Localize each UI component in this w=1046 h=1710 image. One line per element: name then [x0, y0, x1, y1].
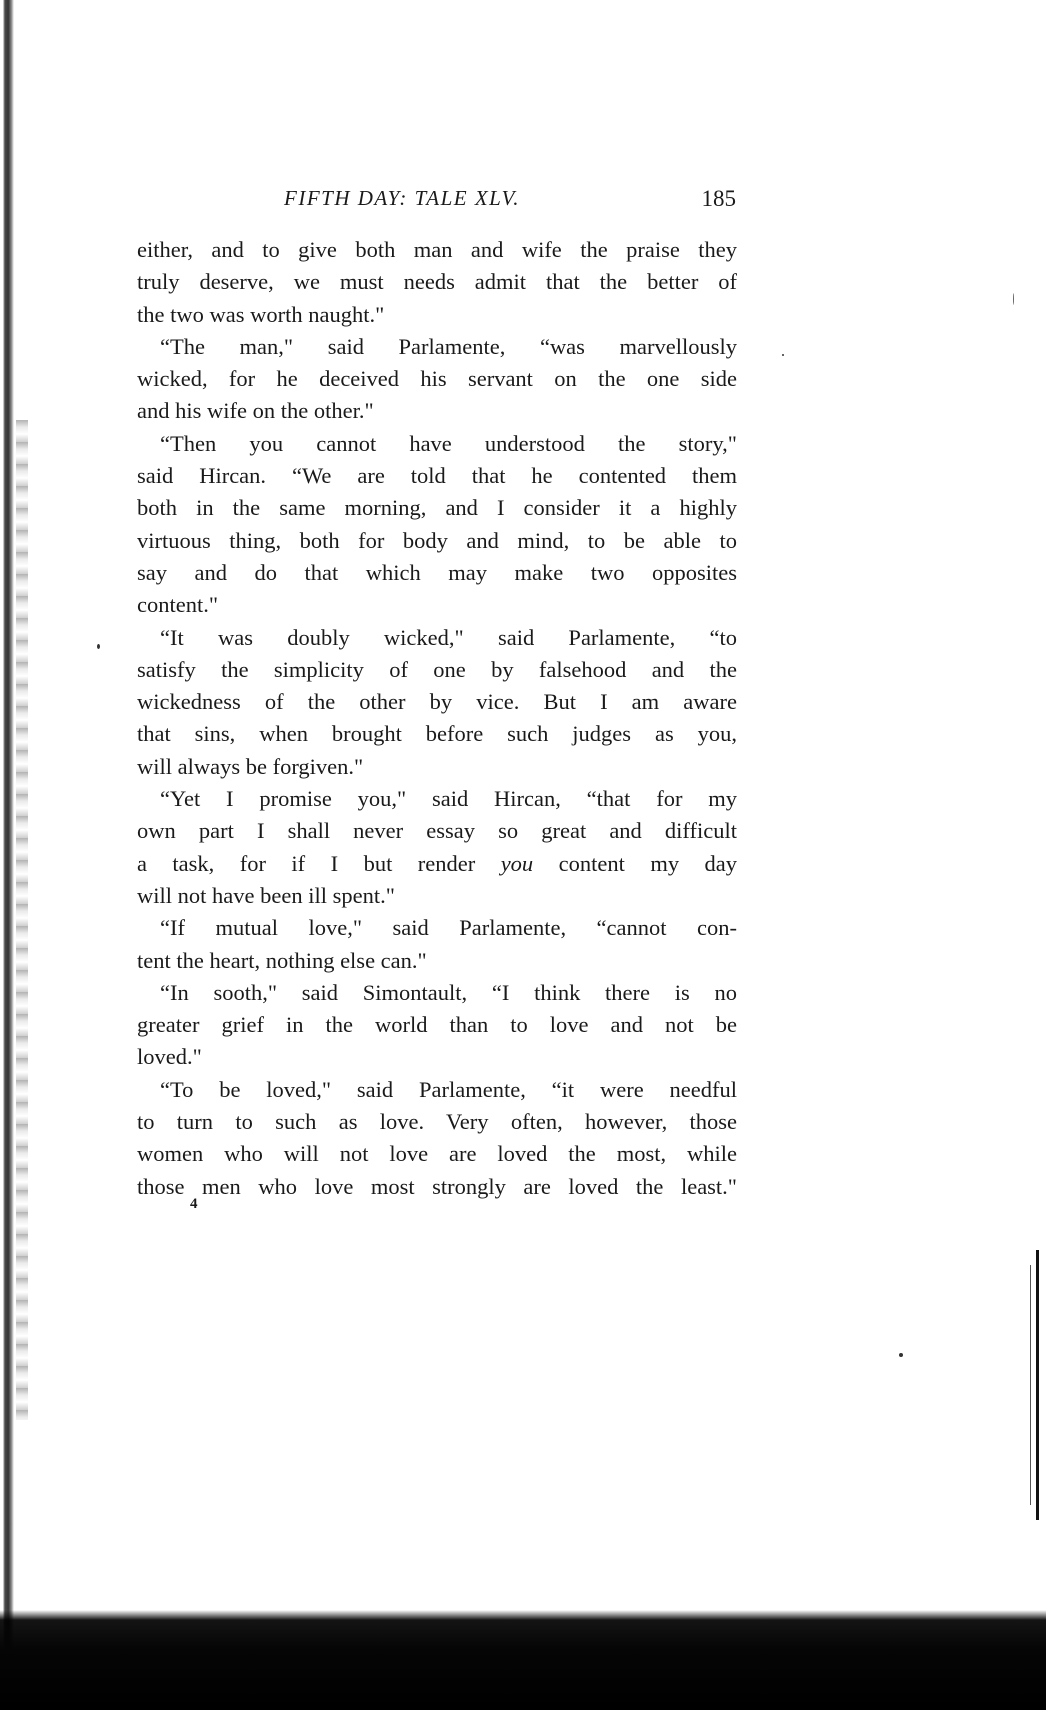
text-line: both in the same morning, and I consider it a highly — [137, 495, 737, 521]
text-line: tent the heart, nothing else can." — [137, 947, 427, 973]
page-header — [284, 186, 736, 220]
text-line: satisfy the simplicity of one by falsehood and the — [137, 656, 737, 682]
text-line: say and do that which may make two opposites — [137, 559, 737, 585]
printer-signature-mark: 4 — [190, 1196, 198, 1212]
scan-speck — [1013, 293, 1014, 305]
text-line: those men who love most strongly are loved the least." — [137, 1173, 737, 1199]
emphasis-you: you — [500, 850, 534, 876]
text-line: “If mutual love," said Parlamente, “cannot con- — [160, 915, 737, 941]
text-line-segment: a task, for if I but render — [137, 850, 476, 876]
text-line: women who will not love are loved the most, while — [137, 1141, 737, 1167]
scan-speck — [899, 1353, 903, 1357]
text-line: loved." — [137, 1044, 202, 1070]
text-line: either, and to give both man and wife the praise they — [137, 237, 737, 262]
text-line: “To be loved," said Parlamente, “it were needful — [160, 1076, 737, 1102]
text-line: will always be forgiven." — [137, 753, 364, 779]
text-line: truly deserve, we must needs admit that the better of — [137, 269, 737, 295]
scan-speck — [97, 644, 100, 649]
text-line-segment: content my day — [558, 850, 738, 876]
text-line: greater grief in the world than to love and not be — [137, 1012, 737, 1038]
scan-right-edge — [1036, 1250, 1039, 1520]
text-line: will not have been ill spent." — [137, 882, 395, 908]
page-number: 185 — [701, 186, 736, 211]
text-line: that sins, when brought before such judges as you, — [137, 721, 737, 747]
scan-binding-shadow — [16, 420, 28, 1420]
text-line: “Then you cannot have understood the story," — [160, 430, 737, 456]
text-line: wicked, for he deceived his servant on the one side — [137, 366, 737, 392]
text-line: the two was worth naught." — [137, 301, 385, 327]
body-text — [137, 234, 737, 1203]
text-line: “It was doubly wicked," said Parlamente, “to — [160, 624, 737, 650]
text-line: “Yet I promise you," said Hircan, “that for my — [160, 786, 737, 812]
scan-speck — [782, 354, 784, 356]
text-line: “The man," said Parlamente, “was marvellously — [160, 333, 737, 359]
scan-bottom-shadow — [0, 1610, 1046, 1710]
text-line: content." — [137, 592, 219, 618]
scan-right-edge-faint — [1030, 1265, 1031, 1505]
text-line — [137, 848, 737, 880]
running-title: FIFTH DAY: TALE XLV. — [284, 186, 520, 210]
text-line: “In sooth," said Simontault, “I think there is no — [160, 979, 737, 1005]
text-line: own part I shall never essay so great and difficult — [137, 818, 737, 844]
text-line: said Hircan. “We are told that he contented them — [137, 463, 737, 489]
text-line: to turn to such as love. Very often, however, those — [137, 1109, 737, 1135]
text-line: and his wife on the other." — [137, 398, 374, 424]
text-line: virtuous thing, both for body and mind, to be able to — [137, 527, 737, 553]
text-line: wickedness of the other by vice. But I am aware — [137, 689, 737, 715]
scan-binding-edge — [0, 0, 14, 1710]
